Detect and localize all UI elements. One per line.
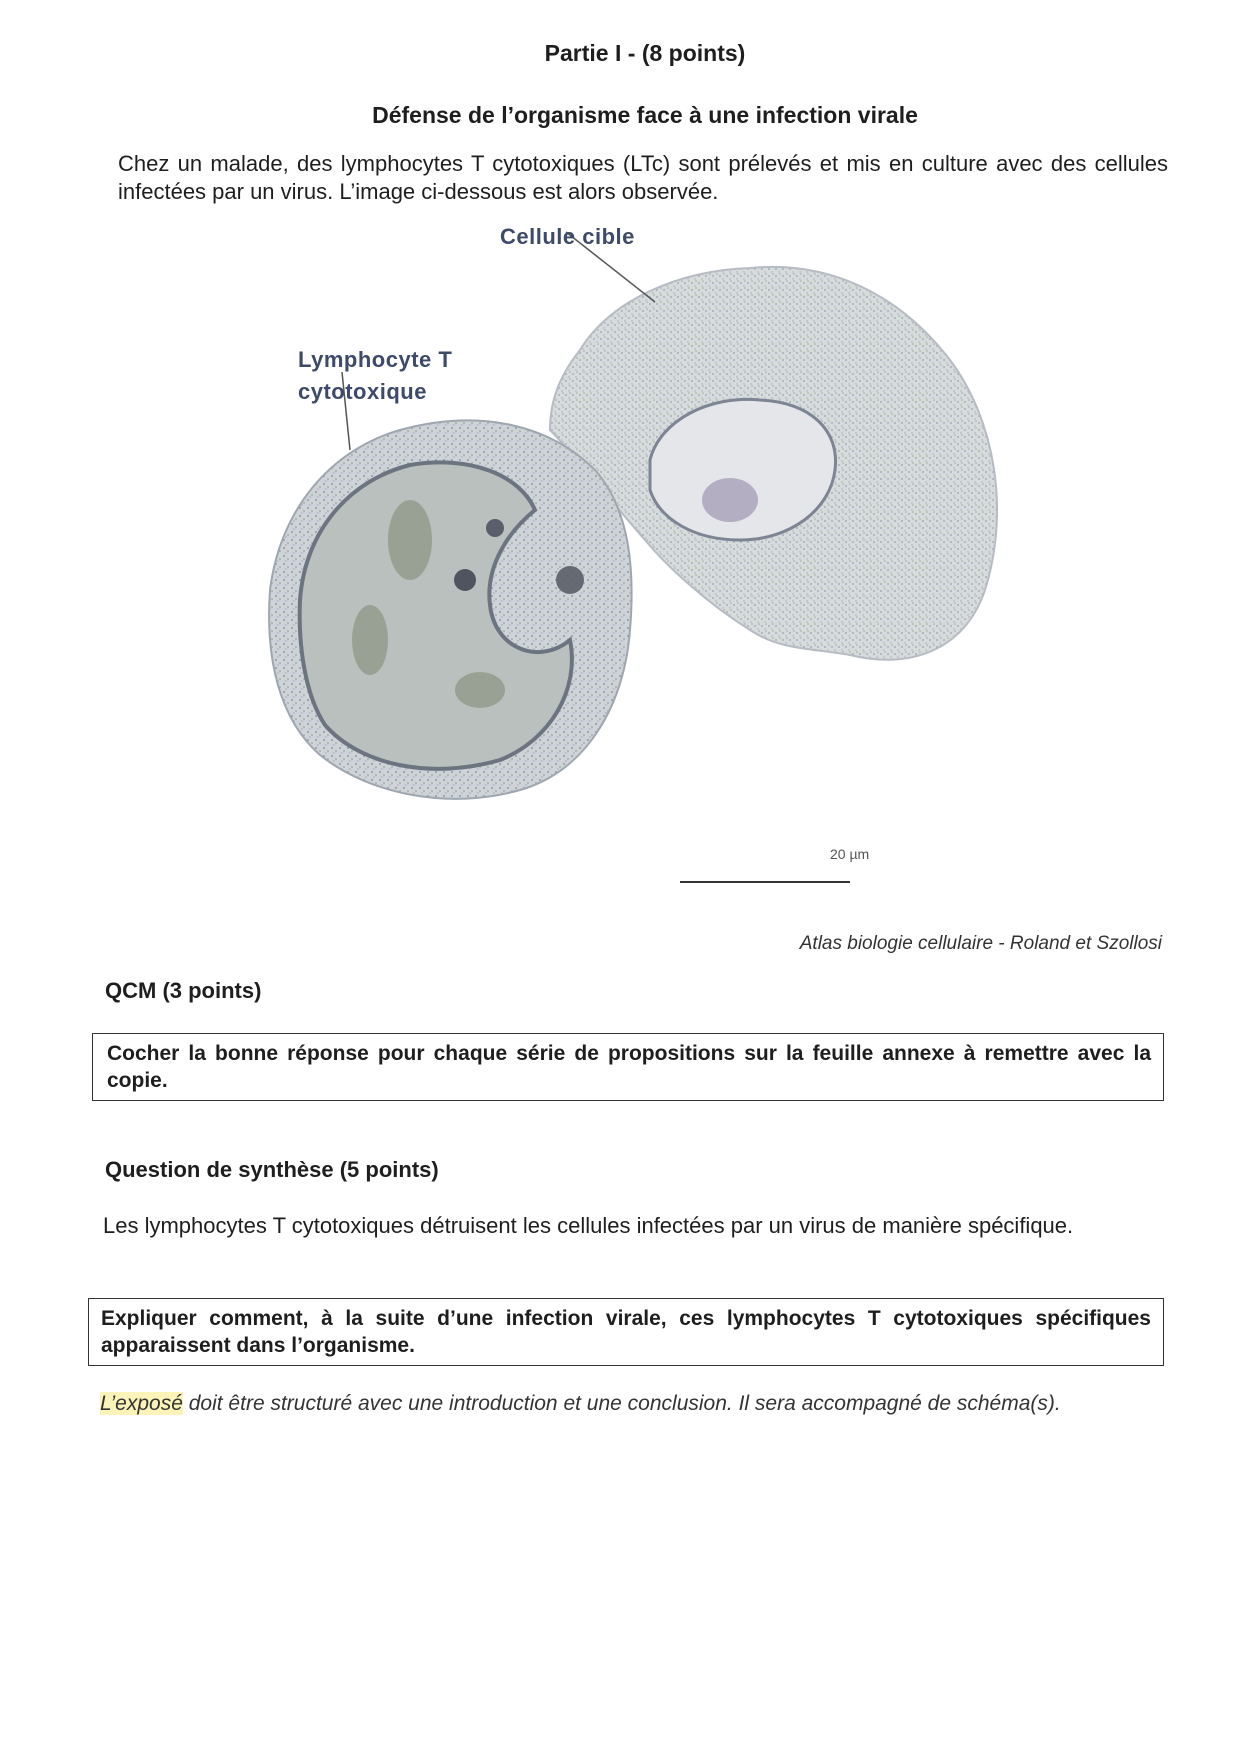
part-title: Partie I - (8 points) [544,40,746,66]
main-title: Défense de l’organisme face à une infection virale [372,102,918,128]
note-rest: doit être structuré avec une introduction et une conclusion. Il sera accompagné de schéma(s). [182,1392,1061,1415]
figure-caption: Atlas biologie cellulaire - Roland et Szollosi [799,933,1162,954]
label-lymphocyte-line1: Lymphocyte T [298,347,453,372]
synthesis-instruction-box: Expliquer comment, à la suite d’une infection virale, ces lymphocytes T cytotoxiques spécifiques apparaissent dans l’organisme. [88,1298,1164,1366]
qcm-title: QCM (3 points) [105,978,262,1003]
synthesis-statement: Les lymphocytes T cytotoxiques détruisent les cellules infectées par un virus de manière spécifique. [103,1213,1074,1238]
intro-paragraph: Chez un malade, des lymphocytes T cytotoxiques (LTc) sont prélevés et mis en culture avec des cellules infectées par un virus. L’image ci-dessous est alors observée. [118,151,1168,204]
exposition-note [100,1390,1165,1417]
label-lymphocyte [298,344,452,408]
note-highlight: L’exposé [100,1392,183,1415]
qcm-instruction-box: Cocher la bonne réponse pour chaque série de propositions sur la feuille annexe à remettre avec la copie. [92,1033,1164,1101]
label-target-cell: Cellule cible [500,224,635,249]
micrograph-figure [250,210,1070,910]
scale-label: 20 µm [830,846,870,862]
label-lymphocyte-line2: cytotoxique [298,379,427,404]
synthesis-title: Question de synthèse (5 points) [105,1157,439,1182]
